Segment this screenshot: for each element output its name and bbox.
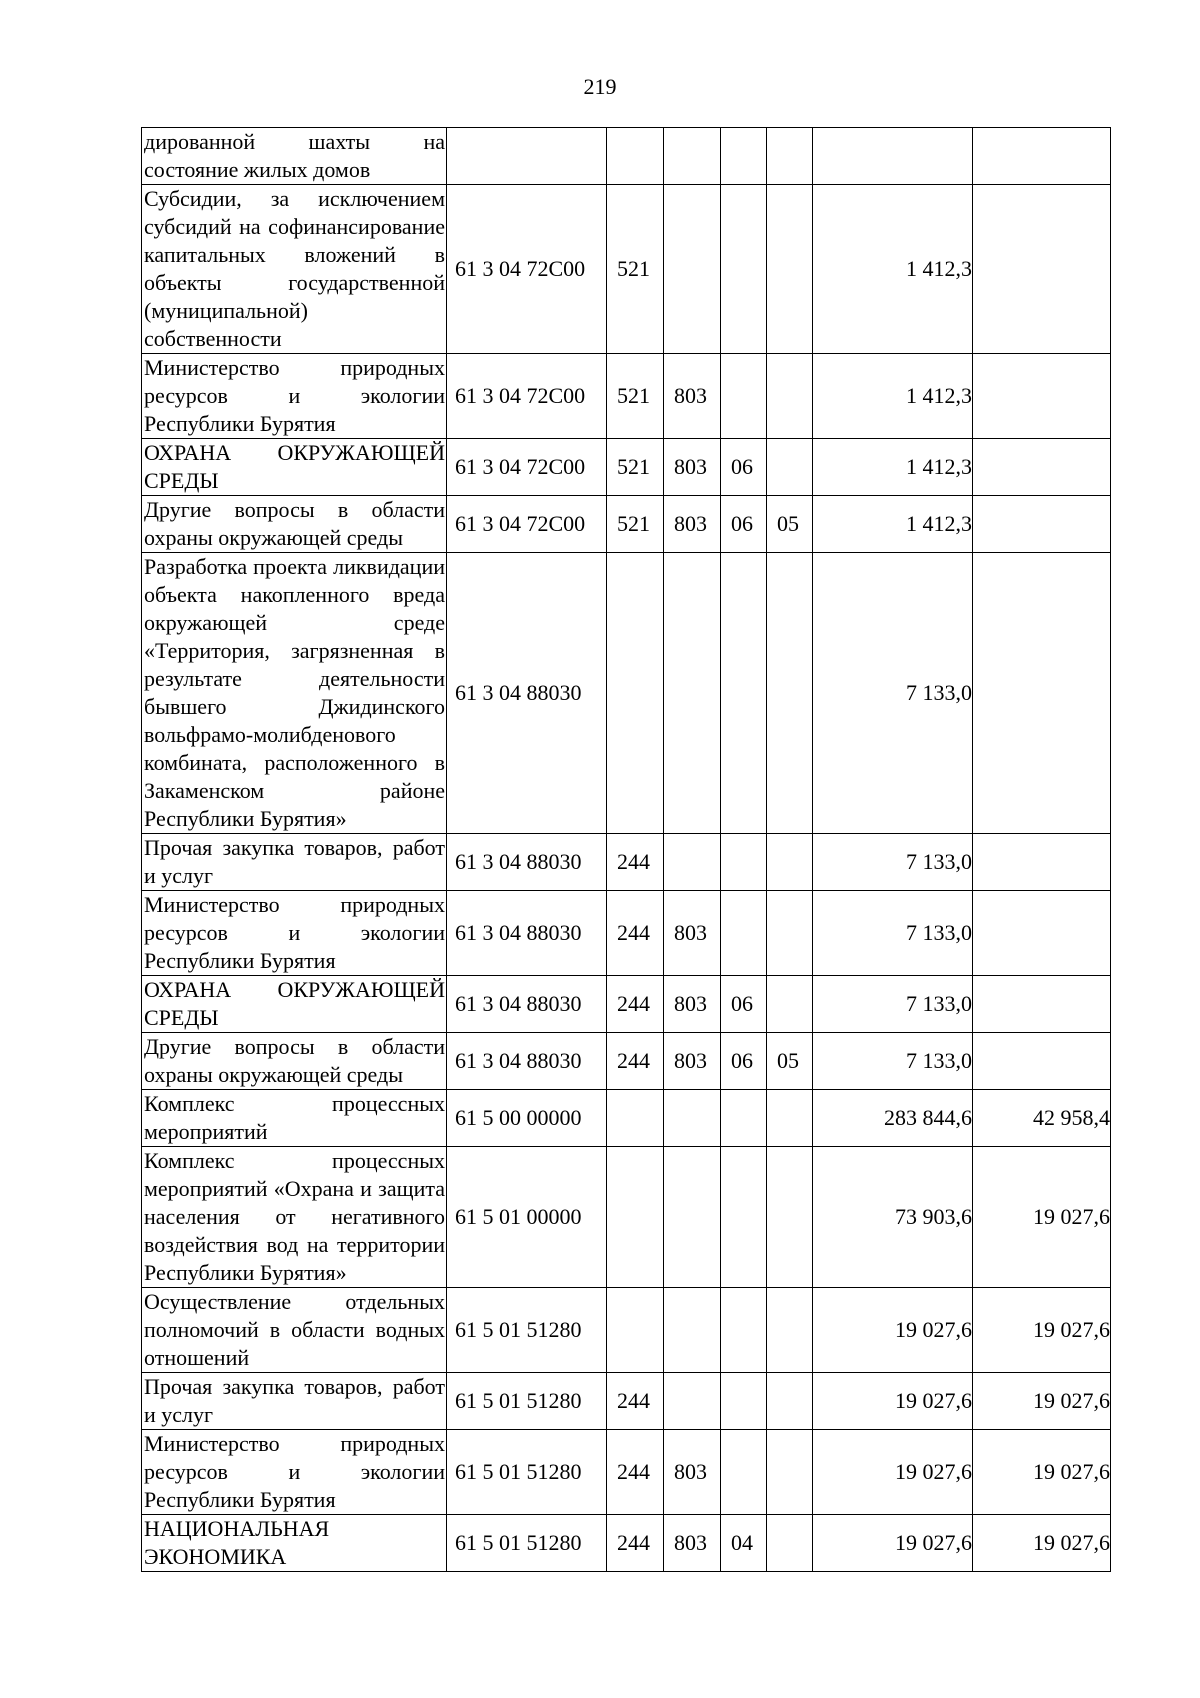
cell-amount-1: 1 412,3 (813, 439, 973, 496)
cell-amount-2 (973, 553, 1111, 834)
cell-subsection: 05 (767, 1033, 813, 1090)
cell-amount-1: 73 903,6 (813, 1147, 973, 1288)
table-row (142, 128, 1111, 185)
cell-ministry-code (664, 1373, 721, 1430)
cell-amount-1: 19 027,6 (813, 1430, 973, 1515)
cell-item-name: Субсидии, за исключением субсидий на софинансирование капитальных вложений в объекты государственной (муниципальной) собственности (142, 185, 447, 354)
cell-target-code: 61 5 00 00000 (447, 1090, 607, 1147)
cell-amount-2: 19 027,6 (973, 1373, 1111, 1430)
cell-section (721, 1430, 767, 1515)
cell-ministry-code: 803 (664, 1515, 721, 1572)
cell-amount-1: 283 844,6 (813, 1090, 973, 1147)
cell-target-code: 61 5 01 00000 (447, 1147, 607, 1288)
cell-expense-type: 521 (607, 185, 664, 354)
cell-target-code: 61 3 04 88030 (447, 976, 607, 1033)
cell-item-name: Осуществление отдельных полномочий в области водных отношений (142, 1288, 447, 1373)
table-row (142, 976, 1111, 1033)
cell-subsection (767, 439, 813, 496)
table-row (142, 1430, 1111, 1515)
cell-target-code: 61 3 04 72С00 (447, 185, 607, 354)
cell-amount-1: 7 133,0 (813, 976, 973, 1033)
table-body (142, 128, 1111, 1572)
cell-amount-2: 19 027,6 (973, 1288, 1111, 1373)
cell-target-code: 61 3 04 88030 (447, 553, 607, 834)
cell-amount-2 (973, 1033, 1111, 1090)
cell-target-code (447, 128, 607, 185)
cell-expense-type (607, 553, 664, 834)
cell-section (721, 1147, 767, 1288)
cell-amount-1: 1 412,3 (813, 185, 973, 354)
cell-subsection: 05 (767, 496, 813, 553)
cell-subsection (767, 976, 813, 1033)
budget-table (141, 127, 1111, 1572)
table-row (142, 1147, 1111, 1288)
cell-expense-type (607, 128, 664, 185)
cell-section: 06 (721, 976, 767, 1033)
cell-item-name: НАЦИОНАЛЬНАЯ ЭКОНОМИКА (142, 1515, 447, 1572)
table-row (142, 553, 1111, 834)
cell-item-name: Другие вопросы в области охраны окружающей среды (142, 496, 447, 553)
cell-target-code: 61 3 04 72С00 (447, 354, 607, 439)
cell-subsection (767, 354, 813, 439)
cell-section: 04 (721, 1515, 767, 1572)
table-row (142, 1090, 1111, 1147)
table-row (142, 1288, 1111, 1373)
cell-expense-type: 244 (607, 1373, 664, 1430)
cell-target-code: 61 3 04 88030 (447, 1033, 607, 1090)
cell-amount-1: 7 133,0 (813, 891, 973, 976)
cell-section (721, 553, 767, 834)
cell-ministry-code (664, 185, 721, 354)
cell-section: 06 (721, 439, 767, 496)
cell-ministry-code: 803 (664, 1430, 721, 1515)
cell-ministry-code: 803 (664, 976, 721, 1033)
cell-amount-1: 7 133,0 (813, 834, 973, 891)
cell-ministry-code: 803 (664, 354, 721, 439)
cell-section (721, 891, 767, 976)
cell-amount-1: 19 027,6 (813, 1373, 973, 1430)
table-row (142, 1033, 1111, 1090)
cell-subsection (767, 891, 813, 976)
cell-section (721, 834, 767, 891)
cell-subsection (767, 1147, 813, 1288)
cell-expense-type: 521 (607, 354, 664, 439)
cell-expense-type (607, 1288, 664, 1373)
cell-amount-2 (973, 976, 1111, 1033)
cell-amount-2: 19 027,6 (973, 1147, 1111, 1288)
cell-subsection (767, 1430, 813, 1515)
cell-section: 06 (721, 1033, 767, 1090)
cell-amount-2: 42 958,4 (973, 1090, 1111, 1147)
table-row (142, 1373, 1111, 1430)
cell-expense-type: 244 (607, 891, 664, 976)
cell-subsection (767, 553, 813, 834)
cell-expense-type (607, 1090, 664, 1147)
cell-section (721, 1373, 767, 1430)
cell-item-name: Комплекс процессных мероприятий (142, 1090, 447, 1147)
cell-amount-1 (813, 128, 973, 185)
cell-amount-2 (973, 439, 1111, 496)
cell-expense-type: 244 (607, 976, 664, 1033)
cell-target-code: 61 3 04 88030 (447, 891, 607, 976)
table-row (142, 891, 1111, 976)
cell-amount-2 (973, 128, 1111, 185)
cell-expense-type (607, 1147, 664, 1288)
cell-target-code: 61 5 01 51280 (447, 1515, 607, 1572)
cell-amount-1: 19 027,6 (813, 1288, 973, 1373)
page-number: 219 (583, 74, 617, 99)
cell-ministry-code (664, 1147, 721, 1288)
cell-expense-type: 244 (607, 1033, 664, 1090)
cell-section: 06 (721, 496, 767, 553)
table-row (142, 1515, 1111, 1572)
cell-section (721, 185, 767, 354)
cell-amount-2 (973, 834, 1111, 891)
cell-subsection (767, 834, 813, 891)
cell-target-code: 61 3 04 88030 (447, 834, 607, 891)
cell-target-code: 61 3 04 72С00 (447, 496, 607, 553)
cell-amount-2 (973, 354, 1111, 439)
cell-amount-1: 7 133,0 (813, 1033, 973, 1090)
cell-ministry-code (664, 128, 721, 185)
table-row (142, 185, 1111, 354)
cell-amount-1: 7 133,0 (813, 553, 973, 834)
table-row (142, 834, 1111, 891)
cell-ministry-code (664, 834, 721, 891)
cell-amount-2: 19 027,6 (973, 1430, 1111, 1515)
cell-item-name: Министерство природных ресурсов и экологии Республики Бурятия (142, 354, 447, 439)
cell-target-code: 61 5 01 51280 (447, 1288, 607, 1373)
table-row (142, 496, 1111, 553)
cell-item-name: Разработка проекта ликвидации объекта накопленного вреда окружающей среде «Территория, загрязненная в результате деятельности бывшего Джидинского вольфрамо-молибденового комбината, расположенного в Закаменском районе Республики Бурятия» (142, 553, 447, 834)
cell-item-name: Министерство природных ресурсов и экологии Республики Бурятия (142, 891, 447, 976)
cell-ministry-code: 803 (664, 496, 721, 553)
cell-item-name: дированной шахты на состояние жилых домов (142, 128, 447, 185)
cell-expense-type: 244 (607, 1515, 664, 1572)
cell-item-name: ОХРАНА ОКРУЖАЮЩЕЙ СРЕДЫ (142, 976, 447, 1033)
cell-target-code: 61 3 04 72С00 (447, 439, 607, 496)
cell-amount-2: 19 027,6 (973, 1515, 1111, 1572)
cell-amount-1: 1 412,3 (813, 354, 973, 439)
cell-item-name: Комплекс процессных мероприятий «Охрана и защита населения от негативного воздействия вод на территории Республики Бурятия» (142, 1147, 447, 1288)
cell-section (721, 1288, 767, 1373)
cell-item-name: Прочая закупка товаров, работ и услуг (142, 834, 447, 891)
cell-subsection (767, 1090, 813, 1147)
table-row (142, 354, 1111, 439)
cell-section (721, 354, 767, 439)
cell-amount-1: 1 412,3 (813, 496, 973, 553)
cell-subsection (767, 128, 813, 185)
table-row (142, 439, 1111, 496)
cell-section (721, 1090, 767, 1147)
cell-section (721, 128, 767, 185)
cell-target-code: 61 5 01 51280 (447, 1373, 607, 1430)
cell-item-name: Министерство природных ресурсов и экологии Республики Бурятия (142, 1430, 447, 1515)
cell-ministry-code (664, 553, 721, 834)
cell-subsection (767, 185, 813, 354)
cell-expense-type: 521 (607, 496, 664, 553)
cell-ministry-code: 803 (664, 1033, 721, 1090)
cell-amount-1: 19 027,6 (813, 1515, 973, 1572)
cell-subsection (767, 1288, 813, 1373)
cell-ministry-code (664, 1288, 721, 1373)
cell-amount-2 (973, 496, 1111, 553)
cell-target-code: 61 5 01 51280 (447, 1430, 607, 1515)
cell-item-name: ОХРАНА ОКРУЖАЮЩЕЙ СРЕДЫ (142, 439, 447, 496)
cell-subsection (767, 1515, 813, 1572)
cell-ministry-code (664, 1090, 721, 1147)
cell-ministry-code: 803 (664, 439, 721, 496)
cell-amount-2 (973, 891, 1111, 976)
cell-expense-type: 521 (607, 439, 664, 496)
cell-item-name: Прочая закупка товаров, работ и услуг (142, 1373, 447, 1430)
cell-item-name: Другие вопросы в области охраны окружающей среды (142, 1033, 447, 1090)
cell-expense-type: 244 (607, 1430, 664, 1515)
cell-subsection (767, 1373, 813, 1430)
cell-ministry-code: 803 (664, 891, 721, 976)
cell-amount-2 (973, 185, 1111, 354)
cell-expense-type: 244 (607, 834, 664, 891)
